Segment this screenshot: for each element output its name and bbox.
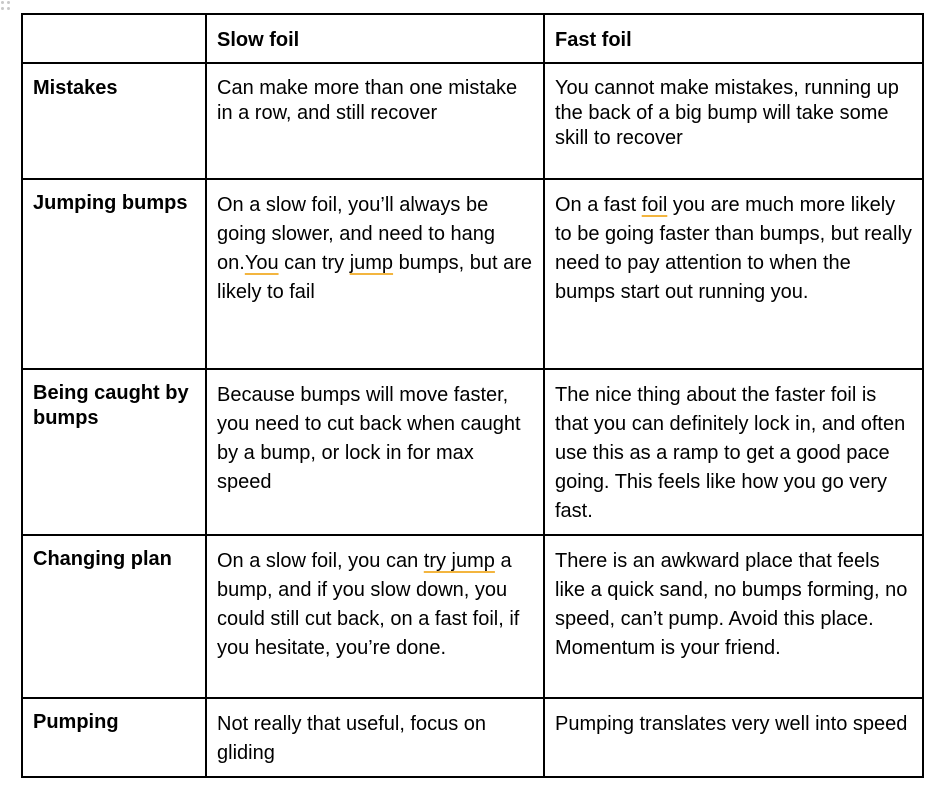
slow-foil-cell[interactable] [206,369,544,535]
table-row-pumping [22,698,923,777]
column-heading-fast-foil: Fast foil [555,29,632,51]
table-row-changing-plan [22,535,923,698]
slow-foil-cell[interactable] [206,179,544,369]
slow-foil-cell[interactable] [206,698,544,777]
spellcheck-word[interactable]: foil [641,194,668,216]
row-heading-jumping-bumps: Jumping bumps [33,192,188,214]
row-heading-pumping: Pumping [33,711,119,733]
spellcheck-word[interactable]: try jump [423,550,495,572]
fast-foil-cell[interactable] [544,179,923,369]
header-cell-fast-foil[interactable] [544,14,923,63]
column-heading-slow-foil: Slow foil [217,29,300,51]
fast-foil-cell[interactable] [544,369,923,535]
cell-text: The nice thing about the faster foil is that you can definitely lock in, and often use this as a ramp to get a good pace going. This feels like how you go very fast. [555,384,906,522]
cell-text: Not really that useful, focus on gliding [217,713,487,764]
fast-foil-cell[interactable] [544,63,923,179]
cell-text: Can make more than one mistake in a row, and still recover [217,77,518,124]
spellcheck-word[interactable]: jump [349,252,394,274]
fast-foil-cell[interactable] [544,698,923,777]
row-header-cell[interactable] [22,63,206,179]
row-heading-mistakes: Mistakes [33,77,118,99]
slow-foil-cell[interactable] [206,63,544,179]
table-row-mistakes [22,63,923,179]
row-heading-being-caught-by-bumps: Being caught by bumps [33,382,189,429]
row-heading-changing-plan: Changing plan [33,548,172,570]
cell-text: You cannot make mistakes, running up the back of a big bump will take some skill to recover [555,77,899,149]
cell-text: There is an awkward place that feels like a quick sand, no bumps forming, no speed, can’t pump. Avoid this place. Momentum is your friend. [555,550,908,659]
slow-foil-cell[interactable] [206,535,544,698]
row-header-cell[interactable] [22,179,206,369]
header-cell-slow-foil[interactable] [206,14,544,63]
cell-text: On a fast foil you are much more likely to be going faster than bumps, but really need to pay attention to when the bumps start out running you. [555,194,912,303]
fast-foil-cell[interactable] [544,535,923,698]
table-row-being-caught-by-bumps [22,369,923,535]
cell-text: On a slow foil, you can try jump a bump, and if you slow down, you could still cut back, on a fast foil, if you hesitate, you’re done. [217,550,520,659]
table-header-row [22,14,923,63]
cell-text: Because bumps will move faster, you need to cut back when caught by a bump, or lock in for max speed [217,384,521,493]
table-row-jumping-bumps [22,179,923,369]
drag-handle-icon[interactable] [0,0,12,12]
cell-text: Pumping translates very well into speed [555,713,908,735]
row-header-cell[interactable] [22,369,206,535]
cell-text: On a slow foil, you’ll always be going slower, and need to hang on.You can try jump bumps, but are likely to fail [217,194,533,303]
header-cell-empty[interactable] [22,14,206,63]
spellcheck-word[interactable]: You [244,252,279,274]
row-header-cell[interactable] [22,698,206,777]
row-header-cell[interactable] [22,535,206,698]
comparison-table [21,13,924,778]
